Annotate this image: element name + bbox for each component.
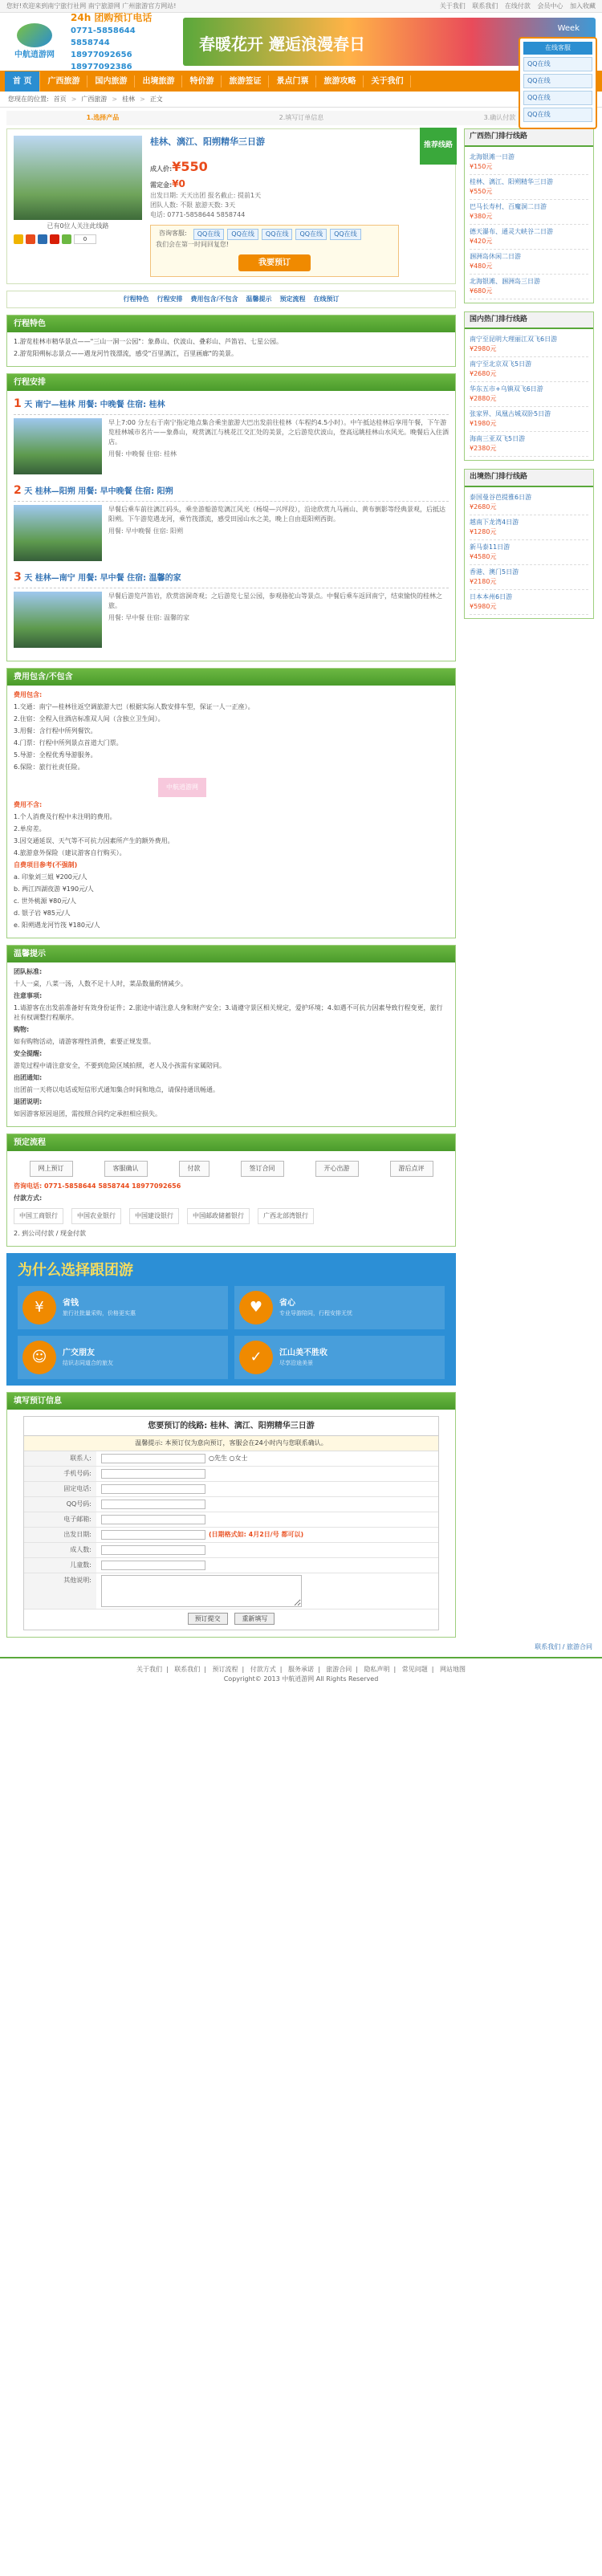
sidebar-route[interactable]: 涠洲岛休闲二日游 ¥480元 (470, 250, 588, 275)
footer-link[interactable]: 付款方式 (250, 1666, 276, 1673)
hotline (71, 10, 175, 73)
itinerary-title: 行程安排 (7, 374, 455, 391)
order-form-section (6, 1392, 456, 1638)
day-number: 1 (14, 397, 22, 410)
price-value: ¥550 (172, 158, 208, 174)
sidebar-route[interactable]: 张家界、凤凰古城双卧5日游 ¥1980元 (470, 407, 588, 432)
sidebar-route[interactable]: 德天瀑布、通灵大峡谷二日游 ¥420元 (470, 225, 588, 250)
step-1: 1.选择产品 (86, 114, 120, 121)
sidebar-route[interactable]: 越南下龙湾4日游 ¥1280元 (470, 515, 588, 540)
share-kaixin-icon[interactable] (50, 234, 59, 244)
day-text: 早餐后游览芦笛岩，欣赏溶洞奇观；之后游览七星公园，参观骆驼山等景点。中餐后乘车返回南宁，结束愉快的桂林之旅。 (108, 592, 442, 609)
tip-heading: 购物: (14, 1025, 30, 1033)
book-now-button[interactable]: 我要预订 (238, 254, 311, 271)
footer-link[interactable]: 服务承诺 (288, 1666, 314, 1673)
day-meta: 用餐: 早中餐 住宿: 温馨的家 (108, 613, 190, 621)
include-item: 4.门票：行程中所列景点首道大门票。 (14, 739, 123, 747)
include-item: 5.导游：全程优秀导游服务。 (14, 751, 97, 759)
main-nav (0, 71, 602, 92)
tab-itinerary[interactable]: 行程安排 (157, 295, 183, 303)
copyright: Copyright© 2013 中航逍游网 All Rights Reserved (223, 1675, 379, 1683)
logo-icon (17, 23, 52, 47)
order-form: 您要预订的线路: 桂林、漓江、阳朔精华三日游 温馨提示: 本预订仅为意向预订，客服会在24小时内与您联系确认。 联系人: ○先生 ○女士 手机号码: 固定电话: QQ号码: 电子邮箱: 出发日期: (日期格式如: 4月2日/号 都可以) 成人数: 儿童数: 其他说明: 预订提交 重新填写 (23, 1416, 439, 1631)
deposit-value: ¥0 (172, 177, 185, 189)
day-heading: 天 桂林—阳朔 用餐: 早中晚餐 住宿: 阳朔 (24, 486, 173, 496)
tab-booking[interactable]: 预定流程 (279, 295, 306, 303)
sidebar-route[interactable]: 桂林、漓江、阳朔精华三日游 ¥550元 (470, 175, 588, 200)
qq-buttons (156, 229, 393, 240)
breadcrumb-label: 您现在的位置: (8, 95, 49, 103)
cost-section (6, 668, 456, 938)
why-item: ♥ 省心 专业导游陪同，行程安排无忧 (234, 1286, 445, 1329)
cash-note: 2. 到公司付款 / 现金付款 (14, 1229, 86, 1237)
exclude-title: 费用不含: (14, 800, 43, 808)
tips-section (6, 945, 456, 1127)
day-meta: 用餐: 早中晚餐 住宿: 阳朔 (108, 527, 184, 535)
footer-link[interactable]: 旅游合同 (326, 1666, 352, 1673)
nav-guangxi[interactable]: 广西旅游 (40, 75, 87, 87)
hotline-phone-4: 18977092386 (71, 63, 132, 71)
email-input[interactable] (101, 1515, 205, 1524)
footer-top-link[interactable]: 联系我们 / 旅游合同 (535, 1643, 592, 1650)
share-bar (14, 234, 142, 244)
sidebar (464, 128, 594, 1638)
site-logo[interactable]: 中航逍游网 (6, 18, 63, 66)
tip-heading: 退团说明: (14, 1097, 43, 1105)
phone-input[interactable] (101, 1484, 205, 1494)
feature-line-2: 2.游览阳朔标志景点——遇龙河竹筏漂流，感受"百里漓江，百里画廊"的美景。 (14, 349, 238, 357)
tip-heading: 出团通知: (14, 1073, 43, 1081)
banner-sub: Week (557, 24, 580, 33)
product-meta-1: 出发日期: 天天出团 报名截止: 提前1天 (150, 191, 262, 199)
product-deposit: 需定金:¥0 (150, 177, 185, 189)
day-photo (14, 418, 102, 474)
breadcrumb-item-guilin[interactable]: 桂林 (122, 95, 136, 103)
self-pay-item: e. 阳朔遇龙河竹筏 ¥180元/人 (14, 921, 100, 929)
bank-psbc[interactable]: 中国邮政储蓄银行 (187, 1208, 250, 1224)
qq-button-3[interactable]: QQ在线 (262, 229, 293, 240)
top-links (435, 2, 596, 11)
welcome-text: 您好!欢迎来到南宁旅行社网 南宁旅游网 广州旅游官方网站! (6, 2, 177, 10)
top-link-pay[interactable]: 在线付款 (504, 2, 531, 10)
process-step: 开心出游 (315, 1161, 359, 1177)
hotline-phone-2: 5858744 (71, 39, 110, 47)
booking-phone: 咨询电话: 0771-5858644 5858744 18977092656 (14, 1182, 181, 1190)
nav-special[interactable]: 特价游 (182, 75, 222, 87)
sidebar-route[interactable]: 华东五市+乌镇双飞6日游 ¥2880元 (470, 382, 588, 407)
why-item: ☺ 广交朋友 结识志同道合的旅友 (18, 1336, 228, 1379)
booking-process (14, 1161, 449, 1177)
breadcrumb-separator: > (140, 95, 145, 103)
exclude-item: 2.单房差。 (14, 824, 46, 832)
share-weibo-icon[interactable] (26, 234, 35, 244)
why-group-tour (6, 1253, 456, 1386)
nav-about[interactable]: 关于我们 (364, 75, 411, 87)
include-item: 3.用餐：含行程中所列餐饮。 (14, 726, 97, 735)
footer-link[interactable]: 隐私声明 (364, 1666, 390, 1673)
share-renren-icon[interactable] (38, 234, 47, 244)
footer-link[interactable]: 关于我们 (136, 1666, 162, 1673)
tip-heading: 注意事项: (14, 991, 43, 999)
tip-text: 十人一桌，八菜一汤，人数不足十人时，菜品数量酌情减少。 (14, 979, 187, 987)
self-pay-item: d. 银子岩 ¥85元/人 (14, 909, 71, 917)
breadcrumb (0, 92, 602, 108)
qq-intro: 咨询客服: (159, 229, 187, 237)
nav-tickets[interactable]: 景点门票 (269, 75, 316, 87)
qq-consult-box (150, 225, 399, 277)
day-meta: 用餐: 中晚餐 住宿: 桂林 (108, 450, 177, 458)
footer: 关于我们 | 联系我们 | 预订流程 | 付款方式 | 服务承诺 | 旅游合同 | 隐私声明 | 常见问题 | 网站地图 Copyright© 2013 中航逍游网 All Rights Reserved (0, 1657, 602, 1691)
nav-visa[interactable]: 旅游签证 (222, 75, 269, 87)
tab-cost[interactable]: 费用包含/不包含 (190, 295, 238, 303)
step-3: 3.确认付款 (483, 114, 516, 121)
product-meta-3: 电话: 0771-5858644 5858744 (150, 210, 246, 218)
date-hint: (日期格式如: 4月2日/号 都可以) (209, 1530, 304, 1538)
form-product-title: 您要预订的线路: 桂林、漓江、阳朔精华三日游 (24, 1417, 438, 1436)
nav-home[interactable]: 首 页 (5, 71, 40, 92)
product-info (150, 136, 449, 277)
process-step: 客服确认 (104, 1161, 148, 1177)
product-caption: 已有0位人关注此线路 (47, 222, 109, 230)
product-price: 成人价:¥550 (150, 158, 208, 174)
sidebar-box-guangxi: 广西热门排行线路 北海银滩一日游 ¥150元 桂林、漓江、阳朔精华三日游 ¥550元 巴马长寿村、百魔洞二日游 ¥380元 德天瀑布、通灵大峡谷二日游 ¥420元 涠洲岛休闲二日游 ¥480元 北海银滩、涠洲岛三日游 ¥680元 (464, 128, 594, 303)
qq-float-button-4[interactable]: QQ在线 (523, 108, 592, 122)
product-media (14, 136, 142, 277)
qq-float-button-2[interactable]: QQ在线 (523, 74, 592, 88)
why-item: ¥ 省钱 旅行社批量采购，价格更实惠 (18, 1286, 228, 1329)
tip-text: 出团前一天将以电话或短信形式通知集合时间和地点，请保持通讯畅通。 (14, 1085, 219, 1093)
contact-name-input[interactable] (101, 1454, 205, 1463)
self-pay-title: 自费项目参考(不强制) (14, 861, 78, 869)
day-photo (14, 592, 102, 648)
cost-title: 费用包含/不包含 (7, 669, 455, 686)
order-form-title: 填写预订信息 (7, 1393, 455, 1410)
remark-textarea[interactable] (101, 1575, 302, 1607)
form-note: 温馨提示: 本预订仅为意向预订，客服会在24小时内与您联系确认。 (24, 1436, 438, 1451)
self-pay-item: b. 两江四湖夜游 ¥190元/人 (14, 885, 94, 893)
breadcrumb-item-home[interactable]: 首页 (53, 95, 67, 103)
top-link-favorite[interactable]: 加入收藏 (570, 2, 596, 10)
qq-note: 我们会在第一时间回复您! (156, 240, 230, 248)
top-link-about[interactable]: 关于我们 (439, 2, 466, 10)
day-1 (14, 396, 449, 474)
qq-button-2[interactable]: QQ在线 (227, 229, 258, 240)
friends-icon: ☺ (22, 1341, 56, 1374)
sidebar-route[interactable]: 巴马长寿村、百魔洞二日游 ¥380元 (470, 200, 588, 225)
reset-button[interactable]: 重新填写 (234, 1613, 275, 1625)
breadcrumb-item-guangxi[interactable]: 广西旅游 (81, 95, 108, 103)
process-step: 游后点评 (390, 1161, 433, 1177)
day-photo (14, 505, 102, 561)
day-heading: 天 桂林—南宁 用餐: 早中餐 住宿: 温馨的家 (24, 573, 181, 583)
departure-date-input[interactable] (101, 1530, 205, 1540)
self-pay-item: c. 世外桃源 ¥80元/人 (14, 897, 76, 905)
why-title: 为什么选择跟团游 (18, 1261, 133, 1279)
product-meta-2: 团队人数: 不限 旅游天数: 3天 (150, 201, 236, 209)
money-icon: ¥ (22, 1291, 56, 1325)
day-2 (14, 482, 449, 561)
banner-title: 春暖花开 邂逅浪漫春日 (199, 35, 365, 54)
submit-button[interactable]: 预订提交 (188, 1613, 228, 1625)
product-photo[interactable] (14, 136, 142, 220)
breadcrumb-item-current: 正文 (149, 95, 163, 103)
watermark: 中航逍游网 (158, 778, 206, 797)
self-pay-item: a. 印象刘三姐 ¥200元/人 (14, 873, 87, 881)
child-count-input[interactable] (101, 1561, 205, 1570)
sidebar-route[interactable]: 北海银滩一日游 ¥150元 (470, 150, 588, 175)
breadcrumb-separator: > (71, 95, 77, 103)
qq-button-1[interactable]: QQ在线 (193, 229, 225, 240)
qq-float-button-1[interactable]: QQ在线 (523, 57, 592, 71)
qq-button-5[interactable]: QQ在线 (330, 229, 361, 240)
feature-title: 行程特色 (7, 315, 455, 332)
top-link-contact[interactable]: 联系我们 (472, 2, 498, 10)
breadcrumb-separator: > (112, 95, 118, 103)
hotline-phone-3: 18977092656 (71, 51, 132, 59)
header (0, 13, 602, 71)
bank-abc[interactable]: 中国农业银行 (71, 1208, 121, 1224)
top-link-member[interactable]: 会员中心 (537, 2, 563, 10)
include-title: 费用包含: (14, 690, 43, 698)
exclude-item: 3.因交通延误、天气等不可抗力因素所产生的额外费用。 (14, 836, 174, 844)
tip-heading: 安全提醒: (14, 1049, 43, 1057)
bank-list (14, 1208, 449, 1224)
include-item: 2.住宿：全程入住酒店标准双人间（含独立卫生间）。 (14, 714, 165, 722)
booking-section (6, 1133, 456, 1247)
process-step: 网上预订 (30, 1161, 73, 1177)
feature-section (6, 315, 456, 367)
tip-text: 1.请游客在出发前准备好有效身份证件；2.旅途中请注意人身和财产安全；3.请遵守景区相关规定，爱护环境；4.如遇不可抗力因素导致行程变更，旅行社有权调整行程顺序。 (14, 1003, 443, 1021)
sidebar-box-outbound: 出境热门排行线路 泰国曼谷芭提雅6日游 ¥2680元 越南下龙湾4日游 ¥1280元 新马泰11日游 ¥4580元 香港、澳门5日游 ¥2180元 日本本州6日游 ¥5980元 (464, 469, 594, 619)
sidebar-box-domestic: 国内热门排行线路 南宁至昆明大理丽江双飞6日游 ¥2980元 南宁至北京双飞5日游 ¥2680元 华东五市+乌镇双飞6日游 ¥2880元 张家界、凤凰古城双卧5日游 ¥1980元 海南三亚双飞5日游 ¥2380元 (464, 311, 594, 462)
main-column (6, 128, 456, 1638)
footer-link[interactable]: 网站地图 (440, 1666, 466, 1673)
itinerary-section (6, 373, 456, 661)
sidebar-route[interactable]: 新马泰11日游 ¥4580元 (470, 540, 588, 565)
footer-link[interactable]: 预订流程 (212, 1666, 238, 1673)
process-step: 签订合同 (241, 1161, 284, 1177)
tip-text: 如因游客原因退团，需按照合同约定承担相应损失。 (14, 1109, 161, 1117)
exclude-item: 4.旅游意外保险（建议游客自行购买）。 (14, 848, 126, 857)
nav-outbound[interactable]: 出境旅游 (135, 75, 182, 87)
check-icon: ✓ (239, 1341, 273, 1374)
day-text: 早餐后乘车前往漓江码头，乘坐游船游览漓江风光（杨堤—兴坪段），沿途欣赏九马画山、黄布倒影等经典景观，后抵达阳朔。下午游览遇龙河，乘竹筏漂流，感受田园山水之美，晚上自由逛阳朔西街。 (108, 505, 445, 523)
product-title: 桂林、漓江、阳朔精华三日游 (150, 136, 265, 147)
adult-count-input[interactable] (101, 1545, 205, 1555)
qq-input[interactable] (101, 1500, 205, 1509)
sidebar-route[interactable]: 南宁至北京双飞5日游 ¥2680元 (470, 357, 588, 382)
sidebar-route[interactable]: 海南三亚双飞5日游 ¥2380元 (470, 432, 588, 457)
bank-ccb[interactable]: 中国建设银行 (129, 1208, 179, 1224)
share-more-icon[interactable] (62, 234, 71, 244)
day-number: 3 (14, 570, 22, 584)
sidebar-route[interactable]: 北海银滩、涠洲岛三日游 ¥680元 (470, 275, 588, 299)
tab-tips[interactable]: 温馨提示 (246, 295, 272, 303)
sidebar-route[interactable]: 南宁至昆明大理丽江双飞6日游 ¥2980元 (470, 332, 588, 357)
share-qzone-icon[interactable] (14, 234, 23, 244)
exclude-item: 1.个人消费及行程中未注明的费用。 (14, 812, 116, 820)
footer-link[interactable]: 联系我们 (174, 1666, 201, 1673)
nav-domestic[interactable]: 国内旅游 (87, 75, 135, 87)
gender-radio[interactable]: ○先生 ○女士 (209, 1454, 248, 1462)
hotline-title: 24h 团购预订电话 (71, 12, 153, 23)
day-heading: 天 南宁—桂林 用餐: 中晚餐 住宿: 桂林 (24, 400, 165, 409)
mobile-input[interactable] (101, 1469, 205, 1479)
qq-float-title: 在线客服 (523, 42, 592, 55)
day-number: 2 (14, 483, 22, 497)
day-3 (14, 569, 449, 648)
include-item: 6.保险：旅行社责任险。 (14, 763, 84, 771)
sidebar-route[interactable]: 香港、澳门5日游 ¥2180元 (470, 565, 588, 590)
qq-float-panel (519, 37, 597, 129)
bank-title: 付款方式: (14, 1194, 43, 1202)
recommend-badge: 推荐线路 (420, 128, 457, 165)
qq-float-button-3[interactable]: QQ在线 (523, 91, 592, 105)
step-2: 2.填写订单信息 (279, 114, 324, 121)
tab-online-order[interactable]: 在线预订 (313, 295, 340, 303)
bank-bbgb[interactable]: 广西北部湾银行 (258, 1208, 314, 1224)
sidebar-route[interactable]: 泰国曼谷芭提雅6日游 ¥2680元 (470, 490, 588, 515)
hotline-phone-1: 0771-5858644 (71, 26, 136, 35)
tab-feature[interactable]: 行程特色 (123, 295, 149, 303)
detail-tabs (6, 291, 456, 308)
heart-icon: ♥ (239, 1291, 273, 1325)
include-item: 1.交通：南宁—桂林往返空调旅游大巴（根据实际人数安排车型，保证一人一正座）。 (14, 702, 254, 710)
qq-button-4[interactable]: QQ在线 (295, 229, 327, 240)
tip-heading: 团队标准: (14, 967, 43, 975)
content-wrap (0, 128, 602, 1638)
tip-text: 游览过程中请注意安全，不要到危险区域拍照，老人及小孩需有家属陪同。 (14, 1061, 226, 1069)
why-item: ✓ 江山美不胜收 尽享沿途美景 (234, 1336, 445, 1379)
booking-title: 预定流程 (7, 1134, 455, 1151)
day-text: 早上7:00 分左右于南宁指定地点集合乘坐旅游大巴出发前往桂林（车程约4.5小时）。中午抵达桂林后享用午餐，下午游览桂林城市名片——象鼻山，观赏漓江与桃花江交汇处的美景，之后游览伏波山，登高远眺桂林山水风光。晚餐后入住酒店。 (108, 418, 449, 446)
sidebar-route[interactable]: 日本本州6日游 ¥5980元 (470, 590, 588, 615)
booking-steps (6, 111, 596, 125)
share-count: 0 (74, 234, 96, 244)
nav-guide[interactable]: 旅游攻略 (316, 75, 364, 87)
feature-line-1: 1.游览桂林市精华景点——"三山一洞一公园"：象鼻山、伏波山、叠彩山、芦笛岩、七星公园。 (14, 337, 283, 345)
bank-icbc[interactable]: 中国工商银行 (14, 1208, 63, 1224)
process-step: 付款 (179, 1161, 209, 1177)
tips-title: 温馨提示 (7, 946, 455, 962)
product-summary (6, 128, 456, 284)
tip-text: 如有购物活动，请游客理性消费，索要正规发票。 (14, 1037, 155, 1045)
footer-link[interactable]: 常见问题 (401, 1666, 428, 1673)
